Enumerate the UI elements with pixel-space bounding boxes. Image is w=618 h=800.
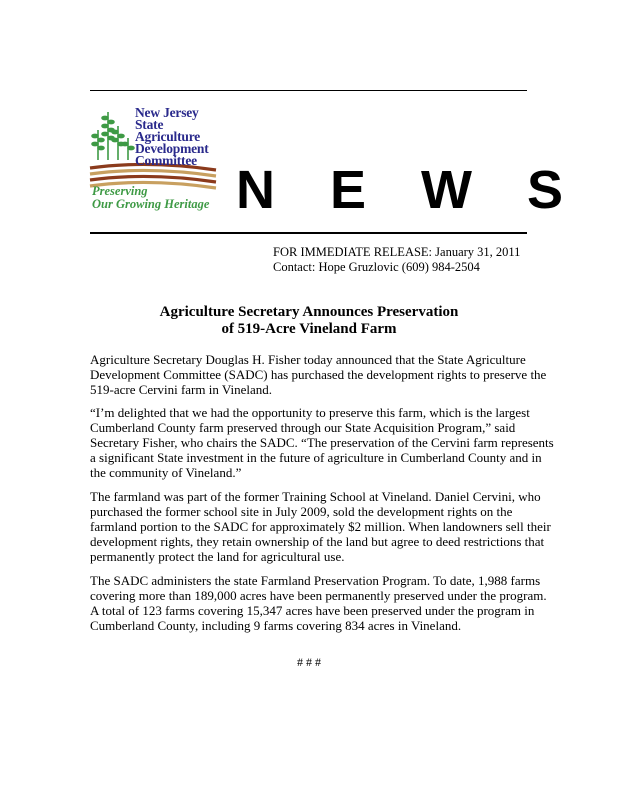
org-name-line: New Jersey <box>135 105 199 120</box>
paragraph-line: covering more than 189,000 acres have been permanently preserved under the program. <box>90 588 547 603</box>
masthead-rule <box>90 232 527 234</box>
paragraph-line: Agriculture Secretary Douglas H. Fisher today announced that the State Agriculture <box>90 352 526 367</box>
paragraph-4 <box>90 573 547 633</box>
paragraph-line: 519-acre Cervini farm in Vineland. <box>90 382 272 397</box>
paragraph-line: The farmland was part of the former Training School at Vineland. Daniel Cervini, who <box>90 489 541 504</box>
paragraph-line: “I’m delighted that we had the opportunity to preserve this farm, which is the largest <box>90 405 530 420</box>
release-contact: Contact: Hope Gruzlovic (609) 984-2504 <box>273 260 480 274</box>
paragraph-line: development rights, they retain ownership of the land but agree to deed restrictions that <box>90 534 545 549</box>
tagline-line: Our Growing Heritage <box>92 197 210 211</box>
paragraph-line: Development Committee (SADC) has purchased the development rights to preserve the <box>90 367 547 382</box>
paragraph-line: purchased the former school site in July 2009, sold the development rights on the <box>90 504 513 519</box>
paragraph-line: Cumberland County, including 9 farms covering 834 acres in Vineland. <box>90 618 462 633</box>
org-name-line: State <box>135 117 164 132</box>
paragraph-line: The SADC administers the state Farmland Preservation Program. To date, 1,988 farms <box>90 573 541 588</box>
org-name-line: Agriculture <box>135 129 201 144</box>
paragraph-2 <box>90 405 554 480</box>
tagline-line: Preserving <box>92 184 148 198</box>
paragraph-line: a significant State investment in the future of agriculture in Cumberland County and in <box>90 450 542 465</box>
end-mark: # # # <box>297 655 321 669</box>
paragraph-line: farmland portion to the SADC for approximately $2 million. When landowners sell their <box>90 519 551 534</box>
headline-line-2: of 519-Acre Vineland Farm <box>221 321 397 337</box>
paragraph-line: permanently protect the land for agricultural use. <box>90 549 345 564</box>
paragraph-line: Secretary Fisher, who chairs the SADC. “The preservation of the Cervini farm represents <box>90 435 554 450</box>
news-masthead: N E W S <box>236 160 584 220</box>
paragraph-line: A total of 123 farms covering 15,347 acres have been preserved under the program in <box>90 603 535 618</box>
paragraph-1 <box>90 352 547 397</box>
paragraph-3 <box>90 489 551 564</box>
headline-line-1: Agriculture Secretary Announces Preservation <box>159 304 459 320</box>
release-date: FOR IMMEDIATE RELEASE: January 31, 2011 <box>273 245 521 259</box>
org-name-line: Development <box>135 141 209 156</box>
wheat-icon <box>92 112 134 160</box>
paragraph-line: Cumberland County farm preserved through our State Acquisition Program,” said <box>90 420 516 435</box>
paragraph-line: the community of Vineland.” <box>90 465 242 480</box>
top-rule <box>90 90 527 91</box>
org-name-line: Committee <box>135 153 197 168</box>
